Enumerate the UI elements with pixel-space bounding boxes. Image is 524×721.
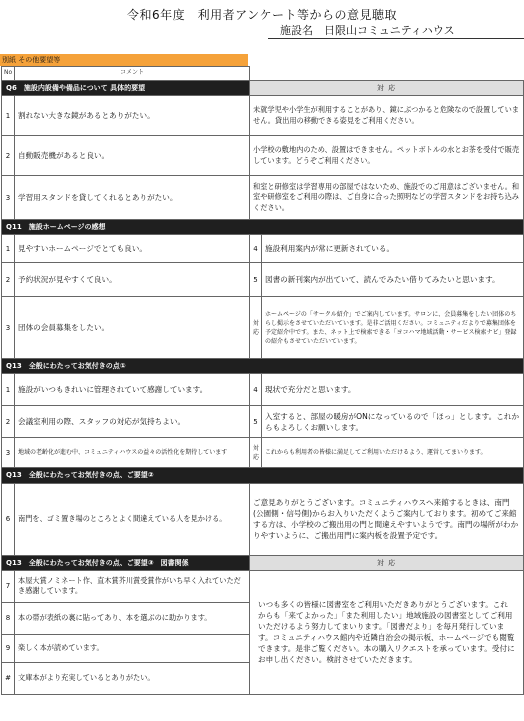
row-response: ホームページの「サークル紹介」でご案内しています。サロンに、会員募集をしたい団体のちらし掲示をさせていただいています。是非ご活用ください。コミュニティだよりで募集団体を予定紹介中です。また、ネット上で検索できる「ヨコハマ地域活動・サービス検索ナビ」登録の紹介もさせていただいています。 xyxy=(262,297,524,359)
row-response: 未就学児や小学生が利用することがあり、鏡にぶつかると危険なので設置していません。貸出用の移動できる姿見をご利用ください。 xyxy=(250,96,524,136)
page-title: 令和6年度 利用者アンケート等からの意見聴取 xyxy=(127,8,397,22)
header-comment: コメント xyxy=(15,67,250,81)
row-comment: 自動販売機があると良い。 xyxy=(15,136,250,176)
row-response-label: 対応 xyxy=(250,297,262,359)
row-comment: 南門を、ゴミ置き場のところとよく間違えている人を見かける。 xyxy=(15,483,250,555)
row-no: 1 xyxy=(2,374,15,406)
table-row xyxy=(2,297,524,359)
survey-table xyxy=(1,66,524,695)
row-response: 小学校の敷地内のため、設置はできません。ペットボトルの水とお茶を受付で販売しています。どうぞご利用ください。 xyxy=(250,136,524,176)
row-response: ご意見ありがとうございます。コミュニティハウスへ来館するときは、南門(公園側・信号側)からお入りいただくようご案内しております。初めてご来館する方は、小学校のご搬出用の門と間違えやすいようです。南門の場所がわかりやすいように、ご搬出用門に案内板を設置予定です。 xyxy=(250,483,524,555)
table-row xyxy=(2,136,524,176)
row-comment: 施設がいつもきれいに管理されていて感謝しています。 xyxy=(15,374,250,406)
table-row xyxy=(2,483,524,555)
row-comment: 団体の会員募集をしたい。 xyxy=(15,297,250,359)
row-no-right: 4 xyxy=(250,374,262,406)
section-q13b-title: Q13 全般にわたってお気付きの点、ご要望② xyxy=(2,468,524,483)
row-no: # xyxy=(2,662,15,694)
facility-name: 施設名 日限山コミュニティハウス xyxy=(268,23,524,39)
table-row xyxy=(2,406,524,438)
table-row xyxy=(2,263,524,297)
row-comment: 地域の老齢化が進む中、コミュニティハウスの益々の活性化を期待しています xyxy=(15,438,250,468)
row-no: 1 xyxy=(2,235,15,263)
row-response: これからも利用者の皆様に満足してご利用いただけるよう、運営してまいります。 xyxy=(262,438,524,468)
section-q13c-title: Q13 全般にわたってお気付きの点、ご要望③ 図書関係 xyxy=(2,555,250,570)
row-comment-right: 図書の新刊案内が出ていて、読んでみたい借りてみたいと思います。 xyxy=(262,263,524,297)
row-comment-right: 施設利用案内が常に更新されている。 xyxy=(262,235,524,263)
row-no: 2 xyxy=(2,136,15,176)
row-no: 3 xyxy=(2,438,15,468)
row-comment: 会議室利用の際、スタッフの対応が気持ちよい。 xyxy=(15,406,250,438)
row-comment: 予約状況が見やすくて良い。 xyxy=(15,263,250,297)
row-no: 2 xyxy=(2,263,15,297)
section-q6-title: Q6 施設内設備や備品について 具体的要望 xyxy=(2,81,250,96)
row-no-right: 5 xyxy=(250,263,262,297)
row-no: 3 xyxy=(2,176,15,220)
row-comment: 割れない大きな鏡があるとありがたい。 xyxy=(15,96,250,136)
table-row xyxy=(2,96,524,136)
row-comment: 見やすいホームページでとても良い。 xyxy=(15,235,250,263)
table-row xyxy=(2,438,524,468)
table-row xyxy=(2,235,524,263)
row-no: 3 xyxy=(2,297,15,359)
section-q13c-response-header: 対 応 xyxy=(250,555,524,570)
row-no: 8 xyxy=(2,602,15,634)
row-no: 6 xyxy=(2,483,15,555)
row-response-label: 対応 xyxy=(250,438,262,468)
row-comment-right: 入室すると、部屋の暖房がONになっているので「ほっ」とします。これからもよろしくお願いします。 xyxy=(262,406,524,438)
table-row xyxy=(2,176,524,220)
sheet-label: 別紙 その他要望等 xyxy=(0,54,248,66)
row-comment-right: 現状で充分だと思います。 xyxy=(262,374,524,406)
table-row xyxy=(2,374,524,406)
table-row xyxy=(2,570,524,602)
row-comment: 文庫本がより充実しているとありがたい。 xyxy=(15,662,250,694)
section-q13a-title: Q13 全般にわたってお気付きの点① xyxy=(2,359,524,374)
row-response: いつも多くの皆様に図書室をご利用いただきありがとうございます。これからも「来てよかった」「また利用したい」地域施設の図書室としてご利用いただけるよう努力してまいります。「図書だより」を毎月発行しています。コミュニティハウス館内や近隣自治会の掲示板、ホームページでも閲覧できます。是非ご覧ください。本の購入リクエストを承っています。受付にお申し出ください。検討させていただきます。 xyxy=(250,570,524,694)
header-no: No xyxy=(2,67,15,81)
row-no-right: 5 xyxy=(250,406,262,438)
row-comment: 本の帯が表紙の裏に貼ってあり、本を選ぶのに助かります。 xyxy=(15,602,250,634)
row-response: 和室と研修室は学習専用の部屋ではないため、施設でのご用意はございません。和室や研修室をご利用の際は、ご自身に合った照明などの学習スタンドをお持ち込みください。 xyxy=(250,176,524,220)
row-comment: 本屋大賞ノミネート作、直木賞芥川賞受賞作がいち早く入れていただき感謝しています。 xyxy=(15,570,250,602)
row-no: 1 xyxy=(2,96,15,136)
row-no: 2 xyxy=(2,406,15,438)
row-no: 7 xyxy=(2,570,15,602)
section-q11-title: Q11 施設ホームページの感想 xyxy=(2,220,524,235)
row-no-right: 4 xyxy=(250,235,262,263)
row-comment: 学習用スタンドを貸してくれるとありがたい。 xyxy=(15,176,250,220)
row-no: 9 xyxy=(2,634,15,662)
row-comment: 楽しく本が読めています。 xyxy=(15,634,250,662)
section-q6-response-header: 対 応 xyxy=(250,81,524,96)
